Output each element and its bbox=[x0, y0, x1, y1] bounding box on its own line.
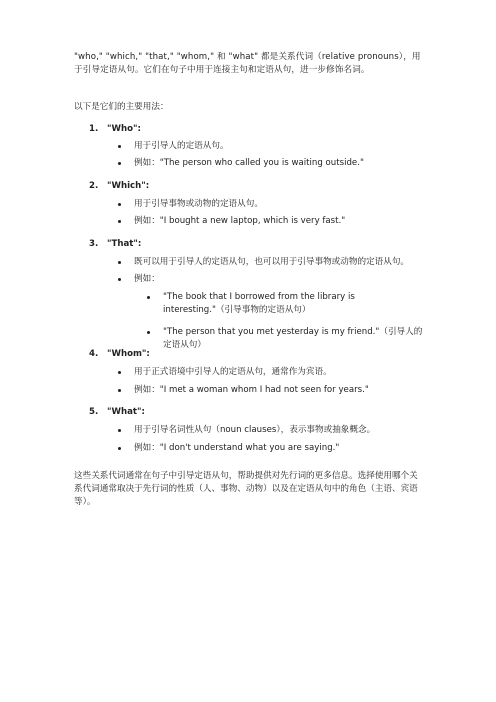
bullet-text: 例如："The person who called you is waiting outside." bbox=[134, 158, 364, 168]
bullet-text: 用于引导名词性从句（noun clauses），表示事物或抽象概念。 bbox=[134, 425, 376, 435]
item-number: 1. bbox=[89, 124, 99, 134]
bullet-text: 用于正式语境中引导人的定语从句，通常作为宾语。 bbox=[134, 367, 332, 377]
item-number: 4. bbox=[89, 349, 99, 359]
sub-bullet-item bbox=[147, 326, 427, 352]
bullet-dot-icon bbox=[147, 331, 150, 334]
bullet-text: 用于引导事物或动物的定语从句。 bbox=[134, 199, 263, 209]
list-item-which bbox=[89, 180, 149, 193]
bullet-dot-icon bbox=[118, 389, 121, 392]
bullet-text: 例如："I met a woman whom I had not seen for years." bbox=[134, 385, 369, 395]
sub-bullet-text: "The person that you met yesterday is my friend."（引导人的定语从句） bbox=[163, 327, 423, 350]
bullet-dot-icon bbox=[118, 447, 121, 450]
item-number: 5. bbox=[89, 407, 99, 417]
list-item-who bbox=[89, 123, 141, 136]
usage-heading: 以下是它们的主要用法： bbox=[74, 102, 169, 112]
list-item-whom bbox=[89, 348, 150, 361]
bullet-dot-icon bbox=[118, 145, 121, 148]
bullet-dot-icon bbox=[118, 162, 121, 165]
item-title: "Whom": bbox=[107, 349, 150, 359]
bullet-text: 例如："I bought a new laptop, which is very fast." bbox=[134, 216, 346, 226]
bullet-text: 例如："I don't understand what you are saying." bbox=[134, 443, 340, 453]
item-number: 2. bbox=[89, 181, 99, 191]
bullet-dot-icon bbox=[118, 429, 121, 432]
bullet-dot-icon bbox=[118, 278, 121, 281]
sub-bullet-text: "The book that I borrowed from the library is interesting."（引导事物的定语从句） bbox=[163, 292, 355, 315]
bullet-text: 既可以用于引导人的定语从句，也可以用于引导事物或动物的定语从句。 bbox=[134, 257, 410, 267]
intro-paragraph: "who," "which," "that," "whom," 和 "what" 都是关系代词（relative pronouns），用于引导定语从句。它们在句子中用于连接主句和定语从句，进一步修饰名词。 bbox=[74, 52, 421, 75]
item-number: 3. bbox=[89, 239, 99, 249]
item-title: "Who": bbox=[107, 124, 141, 134]
bullet-dot-icon bbox=[118, 371, 121, 374]
bullet-text: 用于引导人的定语从句。 bbox=[134, 141, 229, 151]
list-item-that bbox=[89, 238, 141, 251]
bullet-text: 例如： bbox=[134, 274, 160, 284]
list-item-what bbox=[89, 406, 145, 419]
closing-paragraph: 这些关系代词通常在句子中引导定语从句，帮助提供对先行词的更多信息。选择使用哪个关系代词通常取决于先行词的性质（人、事物、动物）以及在定语从句中的角色（主语、宾语等）。 bbox=[74, 471, 418, 507]
item-title: "Which": bbox=[107, 181, 150, 191]
sub-bullet-item bbox=[147, 291, 427, 317]
item-title: "That": bbox=[107, 239, 142, 249]
bullet-dot-icon bbox=[118, 220, 121, 223]
bullet-dot-icon bbox=[118, 203, 121, 206]
bullet-dot-icon bbox=[147, 296, 150, 299]
bullet-dot-icon bbox=[118, 261, 121, 264]
item-title: "What": bbox=[107, 407, 145, 417]
